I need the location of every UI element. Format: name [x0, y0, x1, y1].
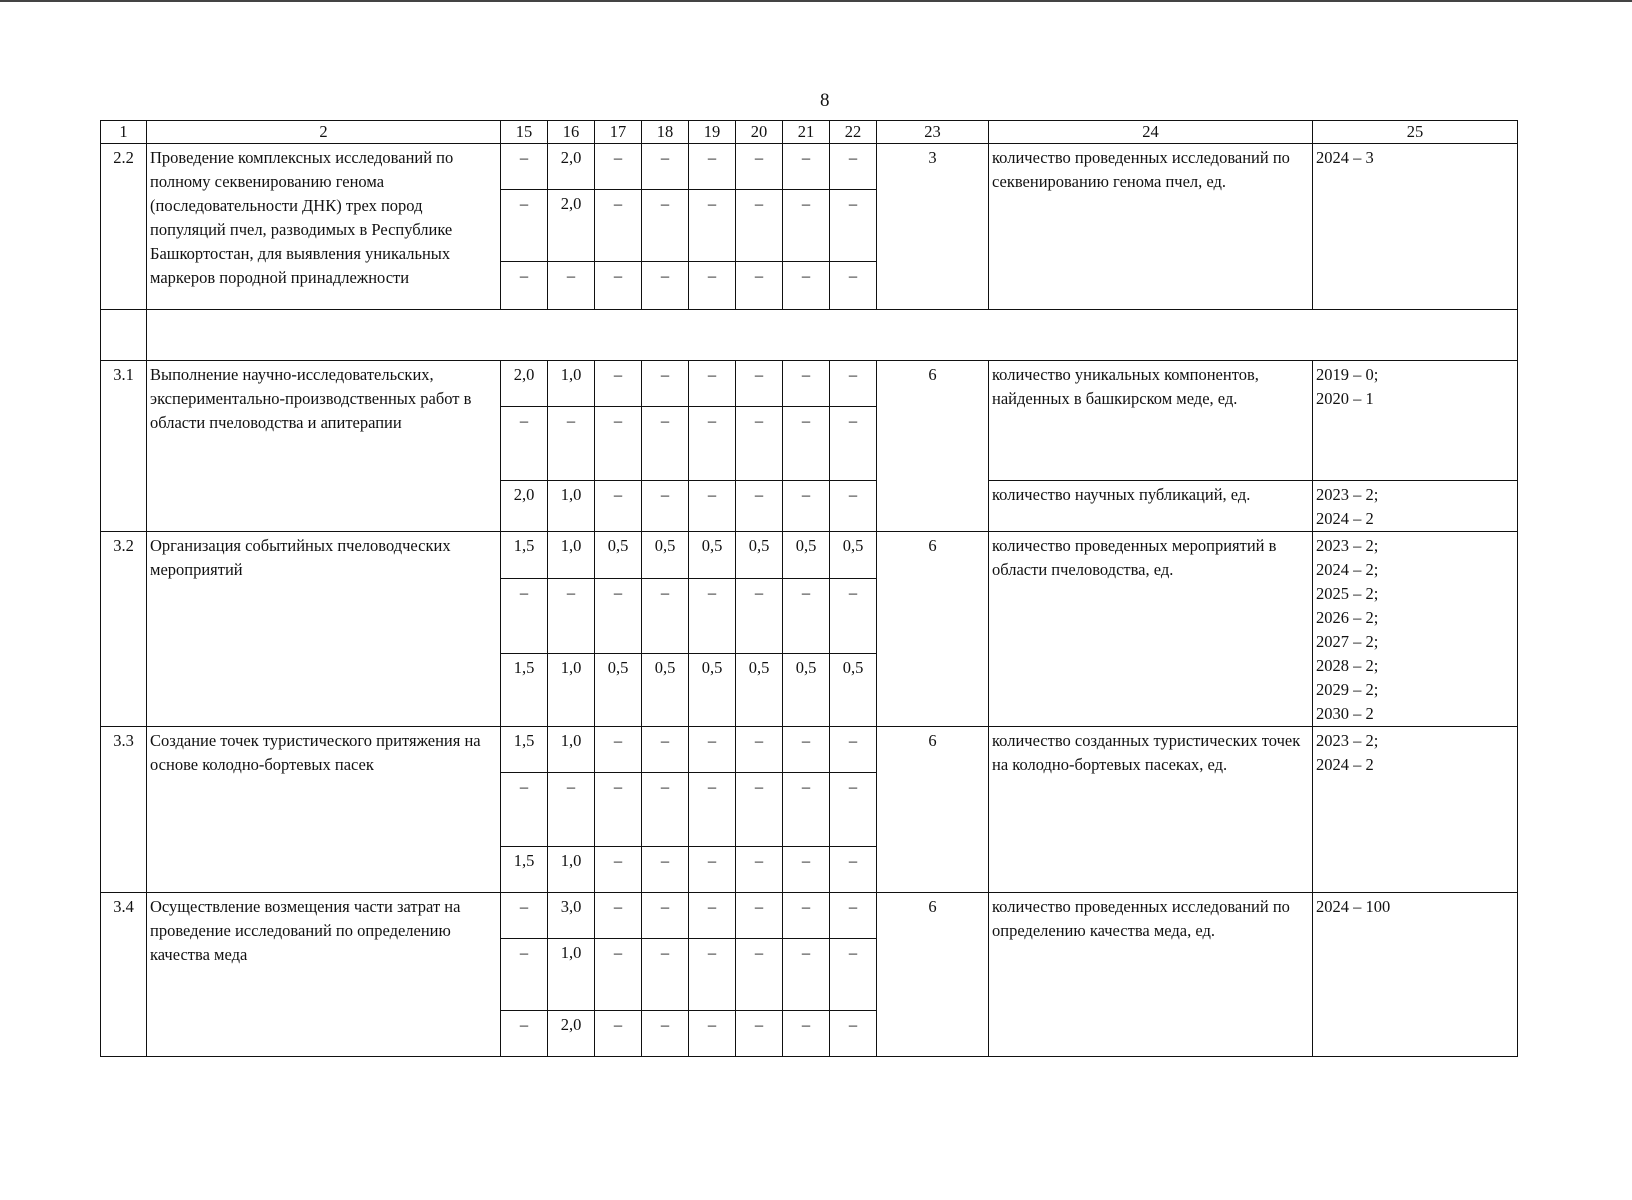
value-cell: –: [830, 190, 877, 262]
value-cell: –: [642, 190, 689, 262]
value-cell: 0,5: [595, 653, 642, 726]
indicator-text-cell: количество проведенных мероприятий в области пчеловодства, ед.: [989, 532, 1313, 727]
value-cell: –: [595, 939, 642, 1011]
header-cell: 15: [501, 121, 548, 144]
value-cell: –: [736, 190, 783, 262]
value-cell: –: [548, 773, 595, 847]
value-cell: –: [548, 578, 595, 653]
value-cell: –: [689, 361, 736, 407]
value-cell: 1,5: [501, 727, 548, 773]
row-name-cell: Проведение комплексных исследований по полному секвенированию генома (последовательности ДНК) трех пород популяций пчел, разводимых в Республике Башкортостан, для выявления уникальных маркеров породной принадлежности: [147, 144, 501, 310]
year-value: 2024 – 100: [1316, 897, 1391, 916]
value-cell: –: [642, 361, 689, 407]
col23-cell: 6: [877, 532, 989, 727]
value-cell: –: [783, 481, 830, 532]
value-cell: –: [642, 847, 689, 893]
value-cell: 1,0: [548, 653, 595, 726]
table-row: [101, 893, 1518, 939]
value-cell: 0,5: [830, 532, 877, 579]
indicator-years-cell: [1313, 144, 1518, 310]
value-cell: –: [783, 144, 830, 190]
value-cell: 0,5: [783, 653, 830, 726]
row-name-cell: Организация событийных пчеловодческих мероприятий: [147, 532, 501, 727]
row-id-cell: 3.3: [101, 727, 147, 893]
value-cell: –: [783, 407, 830, 481]
separator-content-cell: [147, 310, 1518, 361]
value-cell: –: [501, 893, 548, 939]
value-cell: –: [783, 1011, 830, 1057]
indicator-text-cell: количество проведенных исследований по определению качества меда, ед.: [989, 893, 1313, 1057]
value-cell: –: [689, 144, 736, 190]
value-cell: 2,0: [501, 481, 548, 532]
value-cell: –: [689, 847, 736, 893]
value-cell: –: [642, 262, 689, 310]
value-cell: –: [783, 773, 830, 847]
indicator-text-cell: количество созданных туристических точек на колодно-бортевых пасеках, ед.: [989, 727, 1313, 893]
value-cell: –: [642, 939, 689, 1011]
year-value: 2023 – 2;: [1316, 731, 1379, 750]
value-cell: –: [501, 190, 548, 262]
value-cell: –: [501, 578, 548, 653]
header-cell: 1: [101, 121, 147, 144]
year-value: 2026 – 2;: [1316, 608, 1379, 627]
value-cell: –: [642, 1011, 689, 1057]
row-id-cell: 3.2: [101, 532, 147, 727]
value-cell: –: [736, 144, 783, 190]
header-cell: 16: [548, 121, 595, 144]
value-cell: 0,5: [689, 653, 736, 726]
value-cell: 3,0: [548, 893, 595, 939]
value-cell: –: [689, 939, 736, 1011]
value-cell: –: [736, 262, 783, 310]
row-name-cell: Выполнение научно-исследовательских, экспериментально-производственных работ в области пчеловодства и апитерапии: [147, 361, 501, 532]
header-cell: 17: [595, 121, 642, 144]
value-cell: –: [783, 361, 830, 407]
value-cell: –: [783, 190, 830, 262]
value-cell: 1,0: [548, 361, 595, 407]
value-cell: 2,0: [548, 1011, 595, 1057]
value-cell: –: [689, 262, 736, 310]
header-cell: 19: [689, 121, 736, 144]
value-cell: –: [830, 262, 877, 310]
value-cell: –: [642, 773, 689, 847]
header-cell: 18: [642, 121, 689, 144]
value-cell: –: [830, 773, 877, 847]
value-cell: –: [783, 847, 830, 893]
indicator-years-cell: [1313, 481, 1518, 532]
value-cell: –: [689, 481, 736, 532]
value-cell: 1,0: [548, 939, 595, 1011]
top-border-line: [0, 0, 1632, 2]
value-cell: 1,0: [548, 532, 595, 579]
value-cell: –: [595, 481, 642, 532]
value-cell: 2,0: [548, 144, 595, 190]
value-cell: –: [595, 144, 642, 190]
program-table: [100, 120, 1518, 1057]
value-cell: 0,5: [736, 653, 783, 726]
value-cell: –: [736, 773, 783, 847]
header-cell: 25: [1313, 121, 1518, 144]
value-cell: –: [736, 1011, 783, 1057]
header-cell: 22: [830, 121, 877, 144]
col23-cell: 3: [877, 144, 989, 310]
value-cell: –: [689, 1011, 736, 1057]
year-value: 2025 – 2;: [1316, 584, 1379, 603]
year-value: 2027 – 2;: [1316, 632, 1379, 651]
indicator-text-cell: количество уникальных компонентов, найденных в башкирском меде, ед.: [989, 361, 1313, 481]
value-cell: –: [783, 939, 830, 1011]
year-value: 2028 – 2;: [1316, 656, 1379, 675]
row-id-cell: 3.1: [101, 361, 147, 532]
value-cell: –: [689, 578, 736, 653]
page-number: 8: [820, 90, 830, 111]
value-cell: –: [548, 262, 595, 310]
value-cell: –: [689, 190, 736, 262]
value-cell: –: [642, 144, 689, 190]
value-cell: –: [736, 407, 783, 481]
indicator-years-cell: [1313, 727, 1518, 893]
value-cell: 0,5: [689, 532, 736, 579]
year-value: 2019 – 0;: [1316, 365, 1379, 384]
value-cell: –: [595, 361, 642, 407]
value-cell: 0,5: [642, 532, 689, 579]
table-row: [101, 361, 1518, 407]
value-cell: –: [595, 773, 642, 847]
value-cell: –: [783, 893, 830, 939]
value-cell: –: [736, 893, 783, 939]
header-cell: 21: [783, 121, 830, 144]
year-value: 2030 – 2: [1316, 704, 1374, 723]
value-cell: 2,0: [548, 190, 595, 262]
value-cell: 2,0: [501, 361, 548, 407]
header-cell: 24: [989, 121, 1313, 144]
value-cell: 1,5: [501, 847, 548, 893]
value-cell: –: [642, 893, 689, 939]
header-cell: 20: [736, 121, 783, 144]
year-value: 2023 – 2;: [1316, 536, 1379, 555]
header-cell: 23: [877, 121, 989, 144]
value-cell: 0,5: [642, 653, 689, 726]
separator-id-cell: [101, 310, 147, 361]
value-cell: –: [830, 939, 877, 1011]
value-cell: 1,0: [548, 481, 595, 532]
value-cell: –: [595, 578, 642, 653]
value-cell: –: [501, 262, 548, 310]
indicator-years-cell: [1313, 532, 1518, 727]
year-value: 2024 – 2: [1316, 509, 1374, 528]
value-cell: –: [830, 847, 877, 893]
row-name-cell: Осуществление возмещения части затрат на проведение исследований по определению качества меда: [147, 893, 501, 1057]
value-cell: –: [548, 407, 595, 481]
value-cell: –: [642, 727, 689, 773]
value-cell: –: [501, 939, 548, 1011]
header-cell: 2: [147, 121, 501, 144]
indicator-years-cell: [1313, 361, 1518, 481]
value-cell: –: [736, 578, 783, 653]
value-cell: 0,5: [783, 532, 830, 579]
value-cell: –: [830, 481, 877, 532]
col23-cell: 6: [877, 361, 989, 532]
table-row: [101, 532, 1518, 579]
value-cell: –: [595, 893, 642, 939]
value-cell: –: [595, 407, 642, 481]
value-cell: –: [736, 727, 783, 773]
value-cell: –: [689, 773, 736, 847]
year-value: 2020 – 1: [1316, 389, 1374, 408]
value-cell: –: [689, 407, 736, 481]
value-cell: 0,5: [830, 653, 877, 726]
section-separator-row: [101, 310, 1518, 361]
value-cell: –: [642, 481, 689, 532]
col23-cell: 6: [877, 727, 989, 893]
value-cell: 1,5: [501, 653, 548, 726]
value-cell: –: [689, 727, 736, 773]
row-name-cell: Создание точек туристического притяжения на основе колодно-бортевых пасек: [147, 727, 501, 893]
value-cell: –: [830, 578, 877, 653]
table-row: [101, 144, 1518, 190]
value-cell: 0,5: [595, 532, 642, 579]
year-value: 2024 – 3: [1316, 148, 1374, 167]
value-cell: –: [595, 262, 642, 310]
row-id-cell: 2.2: [101, 144, 147, 310]
value-cell: –: [783, 727, 830, 773]
value-cell: –: [830, 893, 877, 939]
year-value: 2024 – 2: [1316, 755, 1374, 774]
value-cell: 0,5: [736, 532, 783, 579]
indicator-text-cell: количество научных публикаций, ед.: [989, 481, 1313, 532]
value-cell: –: [830, 144, 877, 190]
row-id-cell: 3.4: [101, 893, 147, 1057]
value-cell: –: [830, 407, 877, 481]
value-cell: –: [501, 407, 548, 481]
value-cell: –: [783, 262, 830, 310]
indicator-text-cell: количество проведенных исследований по секвенированию генома пчел, ед.: [989, 144, 1313, 310]
year-value: 2029 – 2;: [1316, 680, 1379, 699]
indicator-years-cell: [1313, 893, 1518, 1057]
value-cell: –: [642, 578, 689, 653]
col23-cell: 6: [877, 893, 989, 1057]
value-cell: –: [595, 727, 642, 773]
year-value: 2024 – 2;: [1316, 560, 1379, 579]
value-cell: –: [595, 190, 642, 262]
table-row: [101, 727, 1518, 773]
value-cell: 1,5: [501, 532, 548, 579]
header-row: [101, 121, 1518, 144]
value-cell: 1,0: [548, 847, 595, 893]
value-cell: –: [595, 1011, 642, 1057]
value-cell: –: [736, 847, 783, 893]
value-cell: –: [783, 578, 830, 653]
value-cell: –: [736, 481, 783, 532]
value-cell: –: [642, 407, 689, 481]
value-cell: 1,0: [548, 727, 595, 773]
value-cell: –: [736, 939, 783, 1011]
value-cell: –: [830, 727, 877, 773]
value-cell: –: [501, 1011, 548, 1057]
year-value: 2023 – 2;: [1316, 485, 1379, 504]
value-cell: –: [689, 893, 736, 939]
value-cell: –: [595, 847, 642, 893]
value-cell: –: [501, 144, 548, 190]
value-cell: –: [830, 361, 877, 407]
value-cell: –: [736, 361, 783, 407]
value-cell: –: [830, 1011, 877, 1057]
value-cell: –: [501, 773, 548, 847]
